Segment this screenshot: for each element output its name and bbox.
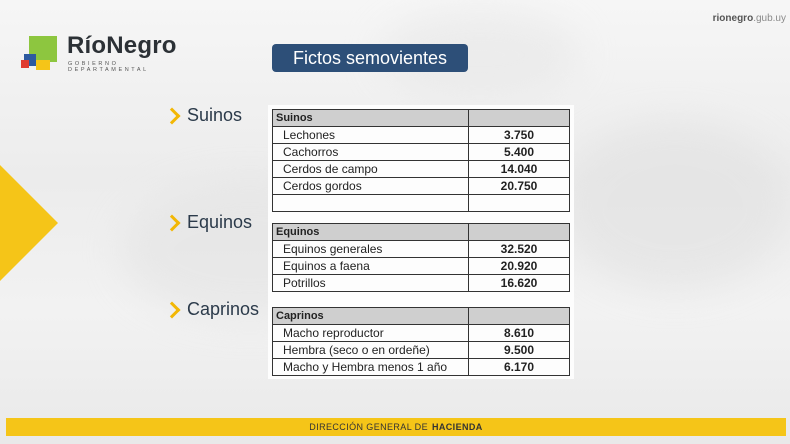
table-row: Cerdos gordos 20.750 [273, 178, 570, 195]
section-label-caprinos: Caprinos [166, 299, 259, 320]
table-suinos [272, 109, 570, 212]
table-row: Macho y Hembra menos 1 año 6.170 [273, 359, 570, 376]
table-equinos [272, 223, 570, 292]
table-row: Cachorros 5.400 [273, 144, 570, 161]
table-row: Cerdos de campo 14.040 [273, 161, 570, 178]
table-header: Suinos [273, 110, 469, 127]
rionegro-logo [20, 30, 190, 75]
table-header: Equinos [273, 224, 469, 241]
website-url[interactable]: rionegro.gub.uy [712, 13, 786, 24]
table-header-empty [469, 224, 570, 241]
logo-name: RíoNegro [67, 32, 177, 59]
table-row: Macho reproductor 8.610 [273, 325, 570, 342]
table-header: Caprinos [273, 308, 469, 325]
table-caprinos [272, 307, 570, 376]
chevron-right-icon [164, 107, 181, 124]
rionegro-logo-icon [20, 34, 60, 74]
logo-subtitle: GOBIERNO DEPARTAMENTAL [68, 61, 149, 73]
table-header-row [273, 110, 570, 127]
section-label-suinos: Suinos [166, 105, 242, 126]
section-label-equinos: Equinos [166, 212, 252, 233]
chevron-right-icon [164, 214, 181, 231]
table-header-empty [469, 110, 570, 127]
table-row: Equinos a faena 20.920 [273, 258, 570, 275]
table-row [273, 195, 570, 212]
table-row: Potrillos 16.620 [273, 275, 570, 292]
table-header-empty [469, 308, 570, 325]
chevron-right-icon [164, 301, 181, 318]
background-blur [560, 120, 790, 290]
footer-prefix: DIRECCIÓN GENERAL DE [309, 422, 428, 432]
table-row: Hembra (seco o en ordeñe) 9.500 [273, 342, 570, 359]
table-row: Equinos generales 32.520 [273, 241, 570, 258]
slide-title: Fictos semovientes [272, 44, 468, 72]
footer-bold: HACIENDA [431, 422, 483, 432]
table-header-row [273, 308, 570, 325]
yellow-triangle-decoration [0, 165, 58, 281]
footer-bar [6, 418, 786, 436]
table-header-row [273, 224, 570, 241]
table-row: Lechones 3.750 [273, 127, 570, 144]
